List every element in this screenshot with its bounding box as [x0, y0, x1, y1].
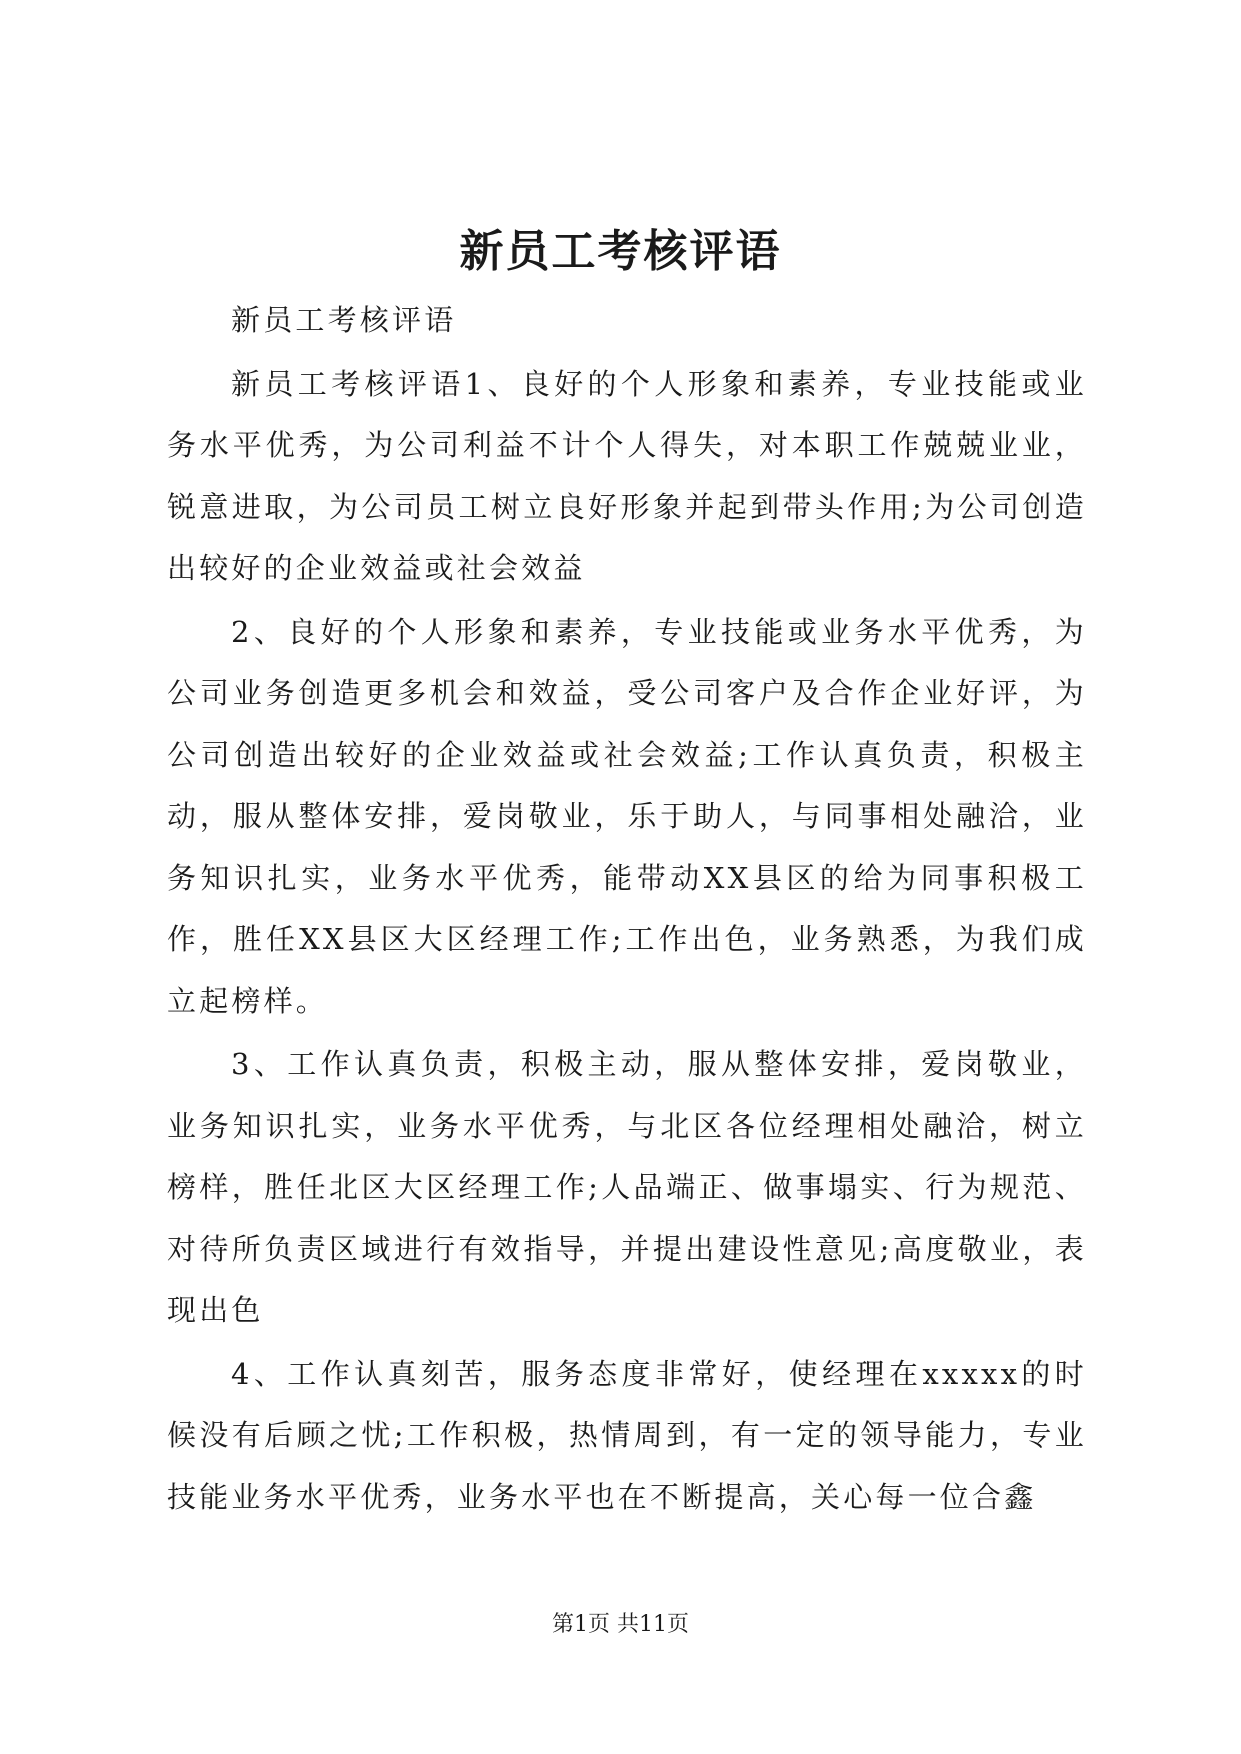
paragraph-3: 3、工作认真负责，积极主动，服从整体安排，爱岗敬业，业务知识扎实，业务水平优秀，与北区各位经理相处融洽，树立榜样，胜任北区大区经理工作;人品端正、做事塌实、行为规范、对待所负责区域进行有效指导，并提出建设性意见;高度敬业，表现出色: [167, 1047, 1087, 1327]
page-number-label: 第1页 共11页: [552, 1612, 689, 1637]
paragraph-2: 2、良好的个人形象和素养，专业技能或业务水平优秀，为公司业务创造更多机会和效益，受公司客户及合作企业好评，为公司创造出较好的企业效益或社会效益;工作认真负责，积极主动，服从整体安排，爱岗敬业，乐于助人，与同事相处融洽，业务知识扎实，业务水平优秀，能带动XX县区的给为同事积极工作，胜任XX县区大区经理工作;工作出色，业务熟悉，为我们成立起榜样。: [167, 614, 1087, 1018]
paragraph-subtitle: 新员工考核评语: [231, 303, 457, 337]
paragraph-4: 4、工作认真刻苦，服务态度非常好，使经理在xxxxx的时候没有后顾之忧;工作积极，热情周到，有一定的领导能力，专业技能业务水平优秀，业务水平也在不断提高，关心每一位合鑫: [167, 1356, 1087, 1514]
document-title: 新员工考核评语: [459, 226, 782, 277]
page-footer: [0, 1610, 1241, 1640]
paragraph-1: 新员工考核评语1、良好的个人形象和素养，专业技能或业务水平优秀，为公司利益不计个人得失，对本职工作兢兢业业，锐意进取，为公司员工树立良好形象并起到带头作用;为公司创造出较好的企业效益或社会效益: [167, 366, 1087, 585]
document-body: [167, 290, 1087, 1530]
